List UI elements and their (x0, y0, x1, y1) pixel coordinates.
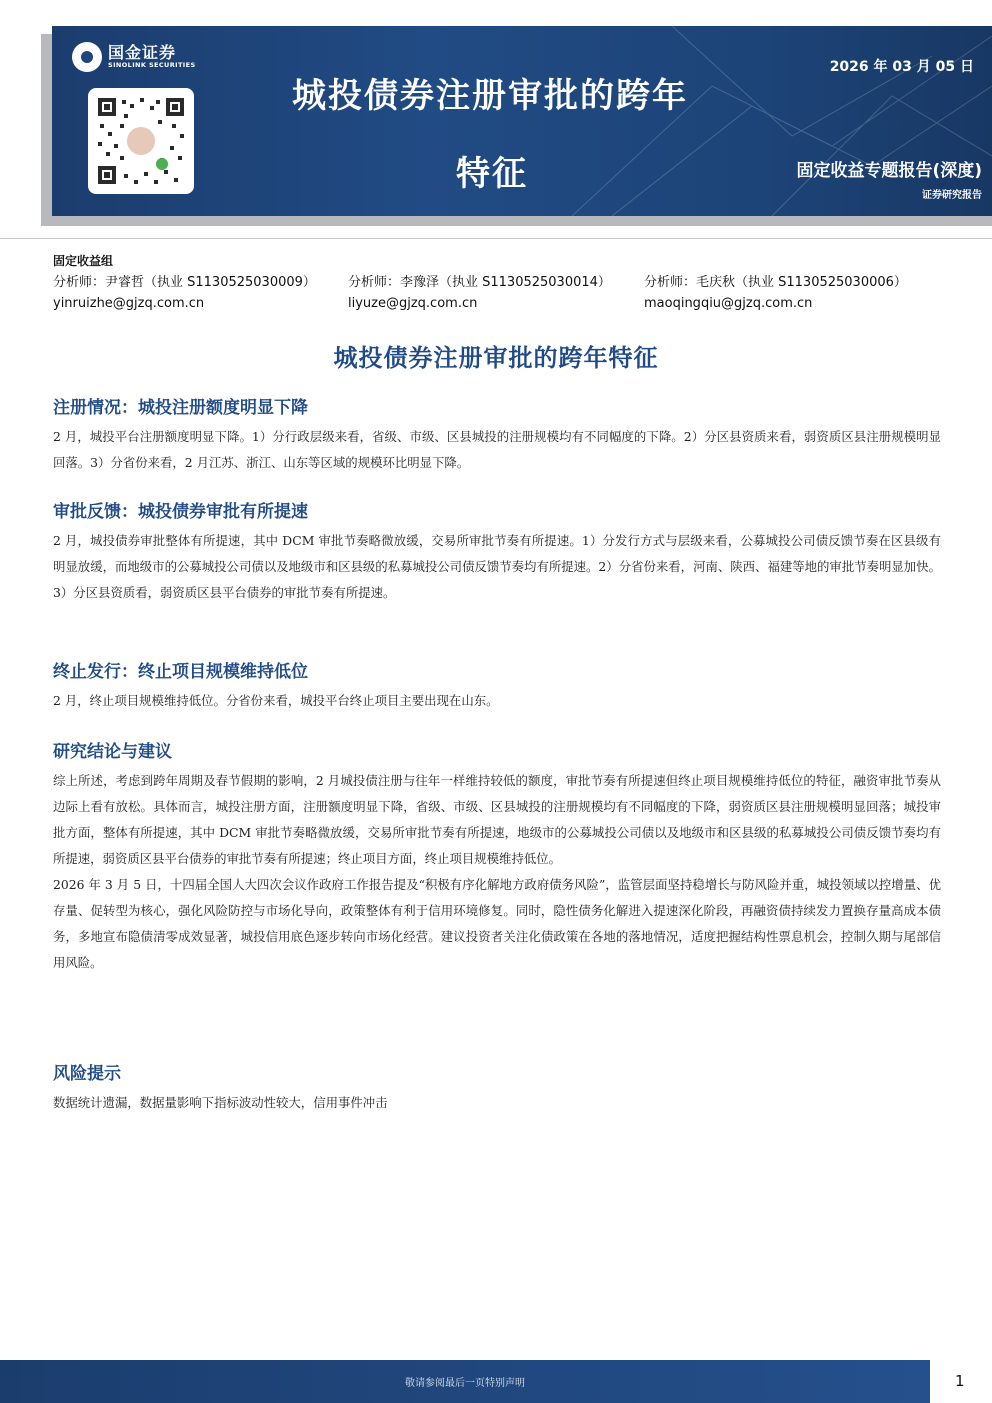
document-title: 城投债券注册审批的跨年特征 (333, 344, 659, 372)
analyst-email[interactable]: yinruizhe@gjzq.com.cn (53, 296, 205, 311)
logo-mark-icon (72, 42, 102, 72)
analyst-2 (348, 272, 611, 314)
section-approval (53, 500, 941, 606)
section-paragraph: 2026 年 3 月 5 日，十四届全国人大四次会议作政府工作报告提及“积极有序化解地方政府债务风险”，监管层面坚持稳增长与防风险并重，城投领域以控增量、优存量、促转型为核心，强化风险防控与市场化导向，政策整体有利于信用环境修复。同时，隐性债务化解进入提速深化阶段，再融资债持续发力置换存量高成本债务，多地宣布隐债清零成效显著，城投信用底色逐步转向市场化经营。建议投资者关注化债政策在各地的落地情况，适度把握结构性票息机会，控制久期与尾部信用风险。 (53, 877, 941, 970)
section-conclusion (53, 740, 941, 976)
section-paragraph: 2 月，城投平台注册额度明显下降。1）分行政层级来看，省级、市级、区县城投的注册规模均有不同幅度的下降。2）分区县资质来看，弱资质区县注册规模明显回落。3）分省份来看，2 月江苏、浙江、山东等区域的规模环比明显下降。 (53, 429, 941, 470)
section-heading: 风险提示 (53, 1064, 121, 1084)
analyst-name: 分析师：毛庆秋（执业 S1130525030006） (644, 275, 907, 290)
section-paragraph: 2 月，城投债券审批整体有所提速，其中 DCM 审批节奏略微放缓，交易所审批节奏有所提速。1）分发行方式与层级来看，公募城投公司债反馈节奏在区县级有明显放缓，而地级市的公募城投公司债以及地级市和区县级的私募城投公司债反馈节奏均有所提速。2）分省份来看，河南、陕西、福建等地的审批节奏明显加快。3）分区县资质看，弱资质区县平台债券的审批节奏有所提速。 (53, 533, 941, 600)
banner-title-line2: 特征 (456, 154, 528, 194)
qr-code[interactable] (88, 88, 194, 194)
analyst-name: 分析师：尹睿哲（执业 S1130525030009） (53, 275, 316, 290)
section-paragraph: 数据统计遗漏，数据量影响下指标波动性较大，信用事件冲击 (53, 1095, 388, 1110)
logo-company-en: SINOLINK SECURITIES (108, 61, 196, 69)
company-logo (72, 42, 196, 72)
page-number: 1 (955, 1372, 965, 1390)
report-category: 证券研究报告 (922, 190, 982, 201)
section-heading: 终止发行：终止项目规模维持低位 (53, 662, 308, 682)
banner-title-line1: 城投债券注册审批的跨年 (292, 76, 688, 116)
team-label: 固定收益组 (53, 254, 114, 268)
section-heading: 审批反馈：城投债券审批有所提速 (53, 502, 308, 522)
analyst-1 (53, 272, 316, 314)
divider (0, 238, 992, 239)
section-paragraph: 综上所述，考虑到跨年周期及春节假期的影响，2 月城投债注册与往年一样维持较低的额度，审批节奏有所提速但终止项目规模维持低位的特征，融资审批节奏从边际上看有放松。具体而言，城投注册方面，注册额度明显下降，省级、市级、区县城投的注册规模均有不同幅度的下降，弱资质区县注册规模明显回落；城投审批方面，整体有所提速，其中 DCM 审批节奏略微放缓，交易所审批节奏有所提速，地级市的公募城投公司债以及地级市和区县级的私募城投公司债反馈节奏均有所提速，弱资质区县平台债券的审批节奏有所提速；终止项目方面，终止项目规模维持低位。 (53, 773, 941, 866)
section-paragraph: 2 月，终止项目规模维持低位。分省份来看，城投平台终止项目主要出现在山东。 (53, 693, 499, 708)
report-type: 固定收益专题报告(深度) (796, 161, 982, 181)
header-banner (52, 26, 992, 216)
section-risk (53, 1062, 941, 1116)
report-date: 2026 年 03 月 05 日 (829, 59, 974, 75)
section-heading: 研究结论与建议 (53, 742, 172, 762)
analyst-3 (644, 272, 907, 314)
section-termination (53, 660, 941, 714)
logo-company-cn: 国金证券 (108, 43, 177, 62)
analyst-email[interactable]: maoqingqiu@gjzq.com.cn (644, 296, 813, 311)
qr-code-icon (94, 94, 188, 188)
analyst-name: 分析师：李豫泽（执业 S1130525030014） (348, 275, 611, 290)
section-registration (53, 396, 941, 476)
footer-disclaimer-note: 敬请参阅最后一页特别声明 (405, 1378, 525, 1389)
section-heading: 注册情况：城投注册额度明显下降 (53, 398, 308, 418)
analyst-email[interactable]: liyuze@gjzq.com.cn (348, 296, 478, 311)
